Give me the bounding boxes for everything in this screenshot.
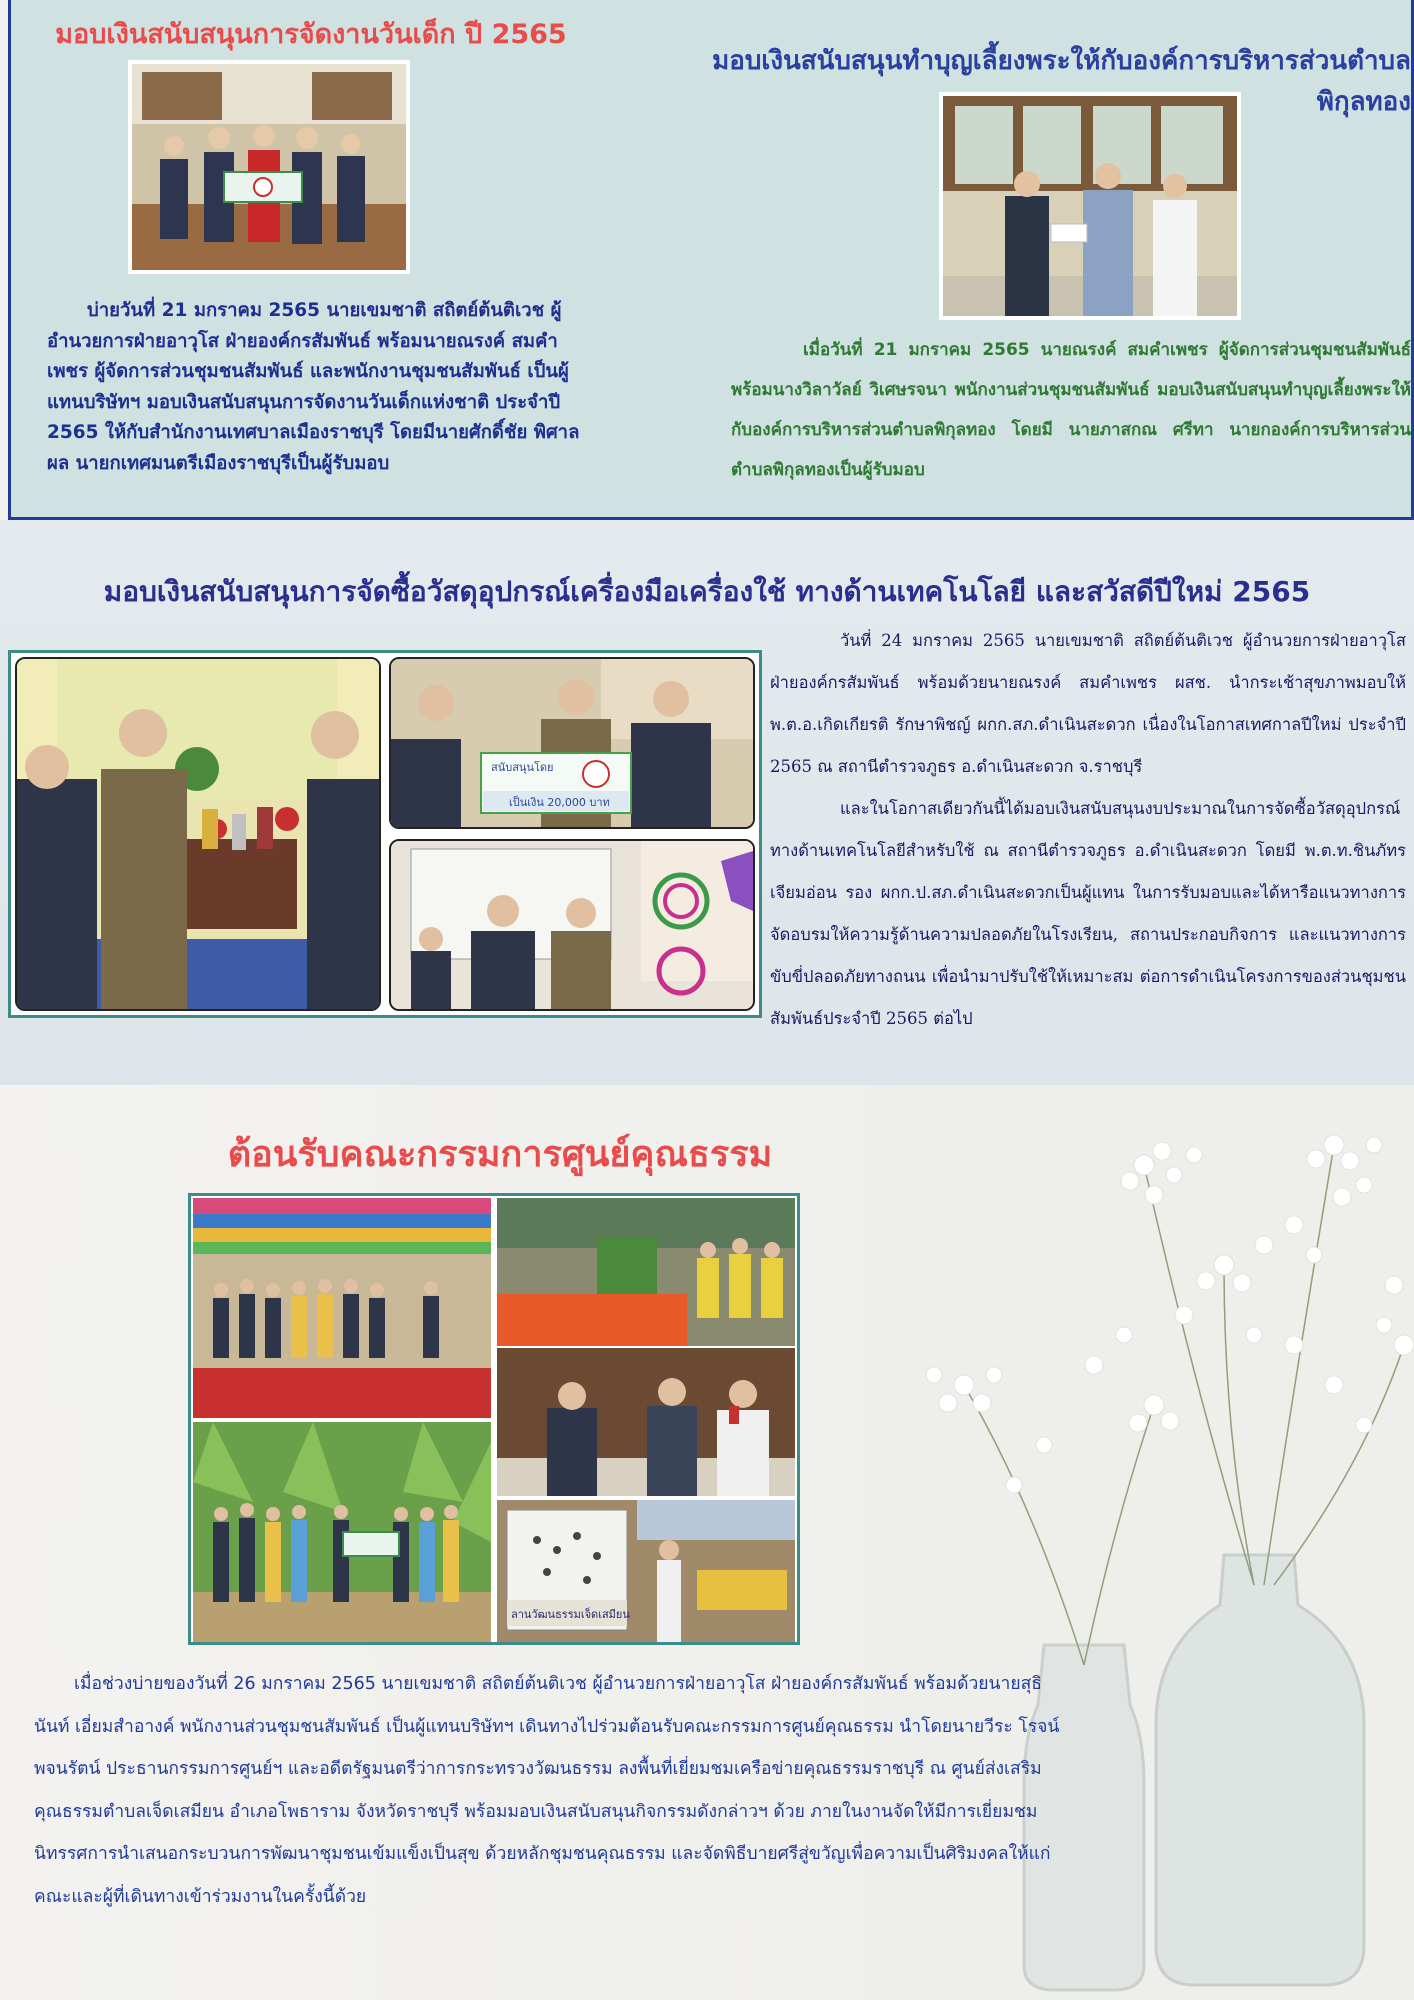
gift-basket-photo <box>15 657 381 1011</box>
childrens-day-paragraph: บ่ายวันที่ 21 มกราคม 2565 นายเขมชาติ สถิตย์ต้นติเวช ผู้อำนวยการฝ่ายอาวุโส ฝ่ายองค์กรสัมพันธ์ พร้อมนายณรงค์ สมคำเพชร ผู้จัดการส่วนชุมชนสัมพันธ์ และพนักงานชุมชนสัมพันธ์ เป็นผู้แทนบริษัทฯ มอบเงินสนับสนุนการจัดงานวันเด็กแห่งชาติ ประจำปี 2565 ให้กับสำนักงานเทศบาลเมืองราชบุรี โดยมีนายศักดิ์ชัย พิศาลผล นายกเทศมนตรีเมืองราชบุรีเป็นผู้รับมอบ <box>47 300 580 474</box>
technology-support-text <box>770 620 1406 1040</box>
handover-photo-image <box>943 96 1237 316</box>
culture-board-photo <box>497 1500 795 1642</box>
morality-center-paragraph: เมื่อช่วงบ่ายของวันที่ 26 มกราคม 2565 นายเขมชาติ สถิตย์ต้นติเวช ผู้อำนวยการฝ่ายอาวุโส ฝ่ายองค์กรสัมพันธ์ พร้อมด้วยนายสุธินันท์ เอี่ยมสำอางค์ พนักงานส่วนชุมชนสัมพันธ์ เป็นผู้แทนบริษัทฯ เดินทางไปร่วมต้อนรับคณะกรรมการศูนย์คุณธรรม นำโดยนายวีระ โรจน์พจนรัตน์ ประธานกรรมการศูนย์ฯ และอดีตรัฐมนตรีว่าการกระทรวงวัฒนธรรม ลงพื้นที่เยี่ยมชมเครือข่ายคุณธรรมราชบุรี ณ ศูนย์ส่งเสริมคุณธรรมตำบลเจ็ดเสมียน อำเภอโพธาราม จังหวัดราชบุรี พร้อมมอบเงินสนับสนุนกิจกรรมดังกล่าวฯ ด้วย ภายในงานจัดให้มีการเยี่ยมชมนิทรรศการนำเสนอกระบวนการพัฒนาชุมชนเข้มแข็งเป็นสุข ด้วยหลักชุมชนคุณธรรม และจัดพิธีบายศรีสู่ขวัญเพื่อความเป็นศิริมงคลให้แก่คณะและผู้ที่เดินทางเข้าร่วมงานในครั้งนี้ด้วย <box>34 1674 1060 1907</box>
technology-paragraph-1: วันที่ 24 มกราคม 2565 นายเขมชาติ สถิตย์ต้นติเวช ผู้อำนวยการฝ่ายอาวุโส ฝ่ายองค์กรสัมพันธ์ พร้อมด้วยนายณรงค์ สมคำเพชร ผสช. นำกระเช้าสุขภาพมอบให้ พ.ต.อ.เกิดเกียรติ รักษาพิชญ์ ผกก.สภ.ดำเนินสะดวก เนื่องในโอกาสเทศกาลปีใหม่ ประจำปี 2565 ณ สถานีตำรวจภูธร อ.ดำเนินสะดวก จ.ราชบุรี <box>770 631 1406 776</box>
section-morality-center <box>0 1085 1414 2000</box>
banana-garden-photo <box>193 1422 491 1642</box>
technology-photo-collage <box>8 650 762 1018</box>
map-discussion-image <box>391 841 753 1009</box>
donation-sign-photo <box>389 657 755 829</box>
childrens-day-photo <box>128 60 410 274</box>
technology-support-title: มอบเงินสนับสนุนการจัดซื้อวัสดุอุปกรณ์เครื่องมือเครื่องใช้ ทางด้านเทคโนโลยี และสวัสดีปีใหม่ 2565 <box>103 575 1311 608</box>
childrens-day-title: มอบเงินสนับสนุนการจัดงานวันเด็ก ปี 2565 <box>55 19 567 50</box>
meeting-photo <box>497 1348 795 1496</box>
meeting-image <box>497 1348 795 1496</box>
technology-paragraph-2: และในโอกาสเดียวกันนี้ได้มอบเงินสนับสนุนงบประมาณในการจัดซื้อวัสดุอุปกรณ์ทางด้านเทคโนโลยีสำหรับใช้ ณ สถานีตำรวจภูธร อ.ดำเนินสะดวก โดยมี พ.ต.ท.ชินภัทร เจียมอ่อน รอง ผกก.ป.สภ.ดำเนินสะดวกเป็นผู้แทน ในการรับมอบและได้หารือแนวทางการจัดอบรมให้ความรู้ด้านความปลอดภัยในโรงเรียน, สถานประกอบกิจการ และแนวทางการขับขี่ปลอดภัยทางถนน เพื่อนำมาปรับใช้ให้เหมาะสม ต่อการดำเนินโครงการของส่วนชุมชนสัมพันธ์ประจำปี 2565 ต่อไป <box>770 799 1406 1028</box>
map-discussion-photo <box>389 839 755 1011</box>
donation-sign-image <box>391 659 753 827</box>
banana-garden-image <box>193 1422 491 1642</box>
culture-board-image <box>497 1500 795 1642</box>
section-technology-support <box>0 520 1414 1085</box>
merit-making-title: มอบเงินสนับสนุนทำบุญเลี้ยงพระให้กับองค์การบริหารส่วนตำบลพิกุลทอง <box>712 46 1411 117</box>
donation-amount-label: เป็นเงิน 20,000 บาท <box>509 796 610 809</box>
donation-sign-label: สนับสนุนโดย <box>491 761 554 774</box>
section-donation-events <box>8 0 1414 520</box>
morality-photo-collage <box>188 1193 800 1645</box>
gift-basket-image <box>17 659 379 1009</box>
merit-making-photo <box>939 92 1241 320</box>
culture-board-label: ลานวัฒนธรรมเจ็ดเสมียน <box>511 1608 630 1621</box>
group-welcome-image <box>193 1198 491 1418</box>
ceremony-photo <box>497 1198 795 1346</box>
group-photo-image <box>132 64 406 270</box>
merit-making-paragraph: เมื่อวันที่ 21 มกราคม 2565 นายณรงค์ สมคำเพชร ผู้จัดการส่วนชุมชนสัมพันธ์ พร้อมนางวิลาวัลย์ วิเศษรจนา พนักงานส่วนชุมชนสัมพันธ์ มอบเงินสนับสนุนทำบุญเลี้ยงพระให้กับองค์การบริหารส่วนตำบลพิกุลทอง โดยมี นายภาสกณ ศรีทา นายกองค์การบริหารส่วนตำบลพิกุลทองเป็นผู้รับมอบ <box>731 340 1411 480</box>
group-welcome-photo <box>193 1198 491 1418</box>
ceremony-image <box>497 1198 795 1346</box>
morality-center-title: ต้อนรับคณะกรรมการศูนย์คุณธรรม <box>227 1134 773 1175</box>
